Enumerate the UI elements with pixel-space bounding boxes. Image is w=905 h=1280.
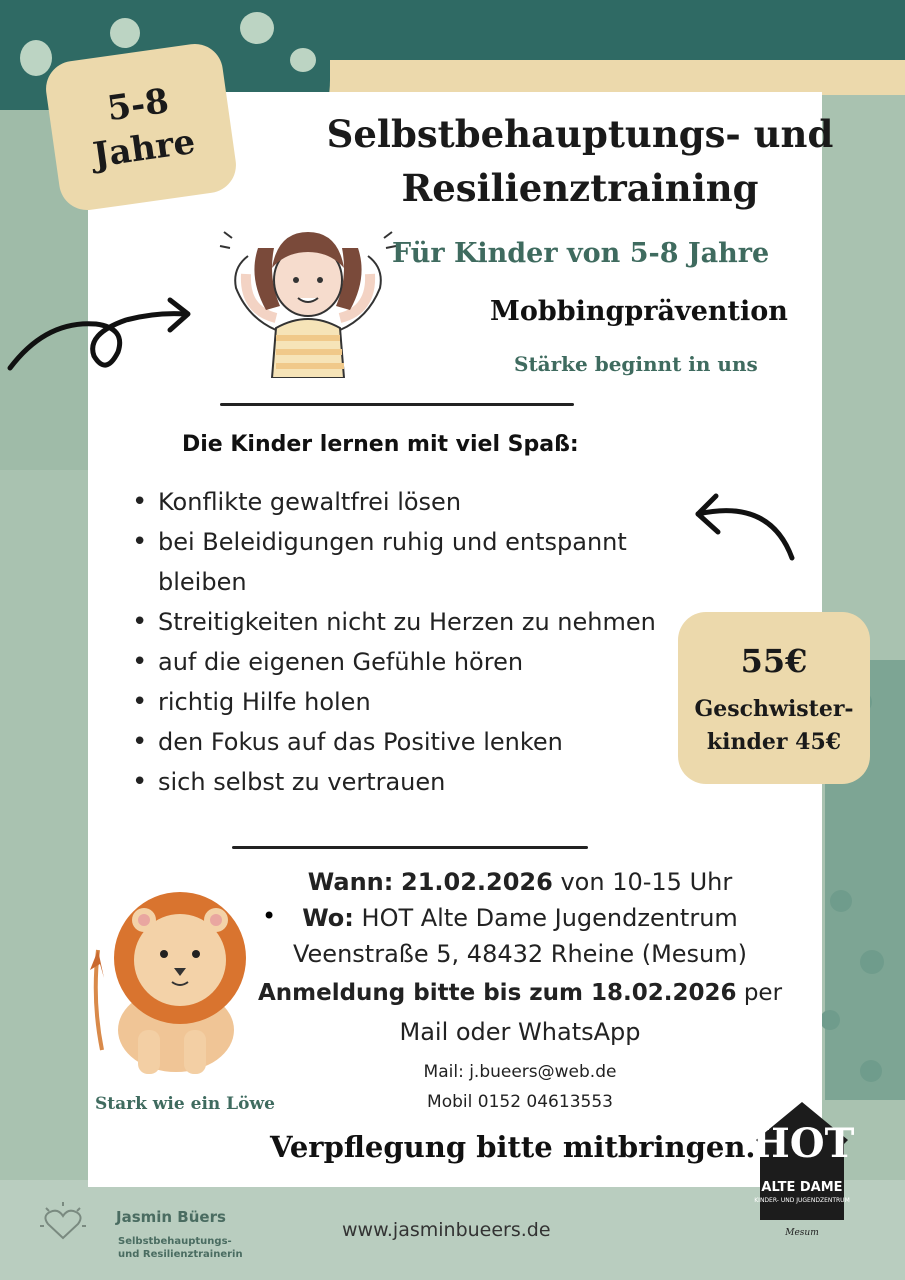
tagline-mobbing: Mobbingprävention <box>490 296 788 327</box>
girl-illustration <box>218 218 398 378</box>
curly-arrow-icon <box>6 290 196 380</box>
registration-channels: Mail oder WhatsApp <box>399 1018 641 1046</box>
website-link[interactable]: www.jasminbueers.de <box>342 1219 551 1241</box>
back-arrow-icon <box>690 488 810 568</box>
background-dot <box>20 40 52 76</box>
when-date: 21.02.2026 <box>401 868 553 896</box>
age-badge-unit: Jahre <box>90 121 198 176</box>
contact-mail: Mail: j.bueers@web.de <box>423 1062 617 1082</box>
list-item: • den Fokus auf das Positive lenken <box>130 722 690 762</box>
event-registration <box>220 980 820 1006</box>
where-label: Wo: <box>302 904 354 932</box>
brand-role <box>118 1236 268 1261</box>
age-badge <box>42 40 239 213</box>
divider-top <box>220 403 574 406</box>
background-dot <box>820 1010 840 1030</box>
background-dot <box>290 48 316 72</box>
page-title <box>300 108 860 215</box>
hot-logo-location: Mesum <box>785 1228 819 1238</box>
hot-logo <box>752 1100 855 1248</box>
event-address: Veenstraße 5, 48432 Rheine (Mesum) <box>292 940 748 968</box>
list-item: • Streitigkeiten nicht zu Herzen zu nehmen <box>130 602 690 642</box>
where-place: HOT Alte Dame Jugendzentrum <box>361 904 738 932</box>
brand-role-line-1: Selbstbehauptungs- <box>118 1236 232 1247</box>
price-main: 55€ <box>740 642 808 680</box>
hot-logo-name: ALTE DAME <box>761 1180 843 1195</box>
price-badge <box>678 612 870 784</box>
list-item: • Konflikte gewaltfrei lösen <box>130 482 690 522</box>
title-line-2: Resilienztraining <box>401 165 759 210</box>
lion-illustration <box>88 880 258 1080</box>
divider-bottom <box>232 846 588 849</box>
contact-phone: Mobil 0152 04613553 <box>427 1092 613 1112</box>
title-line-1: Selbstbehauptungs- und <box>326 112 834 156</box>
brand-role-line-2: und Resilienztrainerin <box>118 1248 243 1260</box>
background-dot <box>860 950 884 974</box>
brand-name: Jasmin Büers <box>116 1208 226 1226</box>
list-item: • richtig Hilfe holen <box>130 682 690 722</box>
registration-per: per <box>743 980 783 1006</box>
event-when <box>220 868 820 896</box>
background-dot <box>860 1060 882 1082</box>
background-dot <box>110 18 140 48</box>
price-sibling-line-2: kinder 45€ <box>706 729 842 755</box>
food-note: Verpflegung bitte mitbringen. <box>270 1130 756 1164</box>
learn-list <box>130 482 690 802</box>
learn-heading: Die Kinder lernen mit viel Spaß: <box>182 432 579 457</box>
registration-deadline: Anmeldung bitte bis zum 18.02.2026 <box>257 980 737 1006</box>
heart-icon <box>38 1200 88 1250</box>
hot-logo-subline: KINDER- UND JUGENDZENTRUM <box>754 1197 850 1204</box>
age-badge-range: 5-8 <box>104 80 172 130</box>
price-sibling-line-1: Geschwister- <box>694 696 854 722</box>
hot-logo-main: HOT <box>752 1120 855 1167</box>
lion-caption: Stark wie ein Löwe <box>95 1094 275 1114</box>
when-label: Wann: <box>307 868 394 896</box>
when-time: von 10-15 Uhr <box>560 868 733 896</box>
list-item: • bei Beleidigungen ruhig und entspannt bleiben <box>130 522 690 602</box>
background-dot <box>240 12 274 44</box>
list-item: • auf die eigenen Gefühle hören <box>130 642 690 682</box>
list-item: • sich selbst zu vertrauen <box>130 762 690 802</box>
background-dot <box>830 890 852 912</box>
tagline-strength: Stärke beginnt in uns <box>514 352 758 376</box>
where-bullet: • <box>262 902 277 930</box>
subtitle: Für Kinder von 5-8 Jahre <box>392 238 770 269</box>
event-where <box>220 904 820 932</box>
